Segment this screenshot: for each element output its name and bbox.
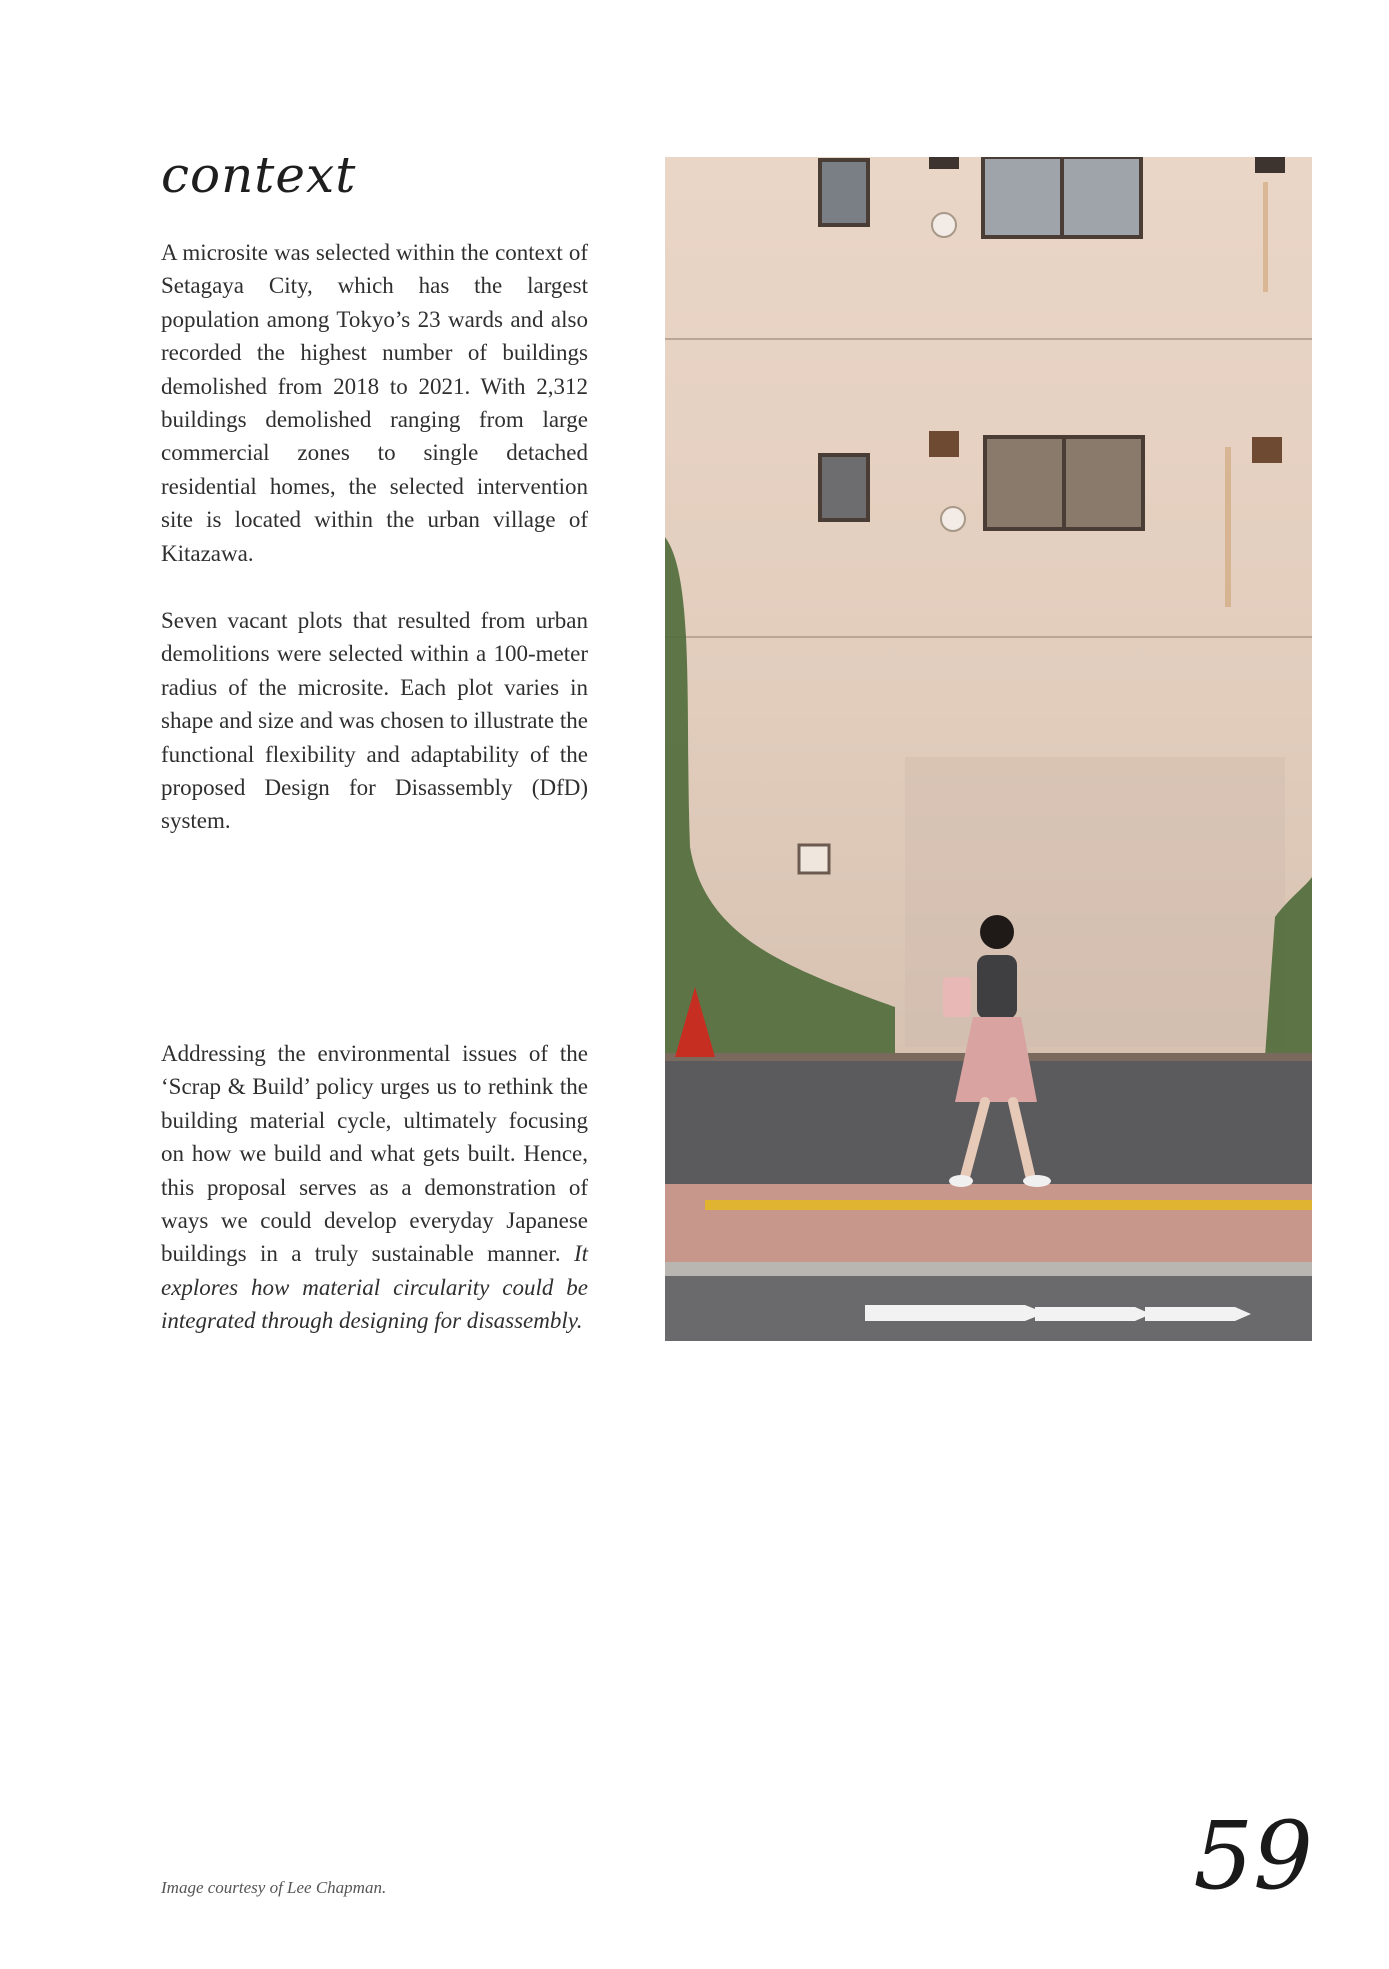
paragraph-3-emphasis: It explores how material circularity could be integrated through designing for disassembly. [161, 1241, 588, 1334]
paragraph-3-text: Addressing the environmental issues of the ‘Scrap & Build’ policy urges us to rethink the building material cycle, ultimately focusing on how we build and what gets built. Hence, this proposal serves as a demonstration of ways we could develop everyday Japanese buildings in a truly sustainable manner. [161, 1041, 588, 1267]
context-paragraph-2: Seven vacant plots that resulted from urban demolitions were selected within a 100-meter radius of the microsite. Each plot varies in shape and size and was chosen to illustrate the functional flexibility and adaptability of the proposed Design for Disassembly (DfD) system. [161, 608, 588, 834]
street-photo [665, 157, 1312, 1341]
page-heading: context [161, 146, 357, 204]
context-paragraph-1: A microsite was selected within the context of Setagaya City, which has the largest population among Tokyo’s 23 wards and also recorded the highest number of buildings demolished from 2018 to 2021. With 2,312 buildings demolished ranging from large commercial zones to single detached residential homes, the selected intervention site is located within the urban village of Kitazawa. [161, 240, 588, 566]
brick-sidewalk [665, 1184, 1312, 1264]
image-caption: Image courtesy of Lee Chapman. [161, 1878, 387, 1897]
page-number: 59 [1193, 1802, 1313, 1911]
context-paragraph-3 [161, 1037, 588, 1338]
